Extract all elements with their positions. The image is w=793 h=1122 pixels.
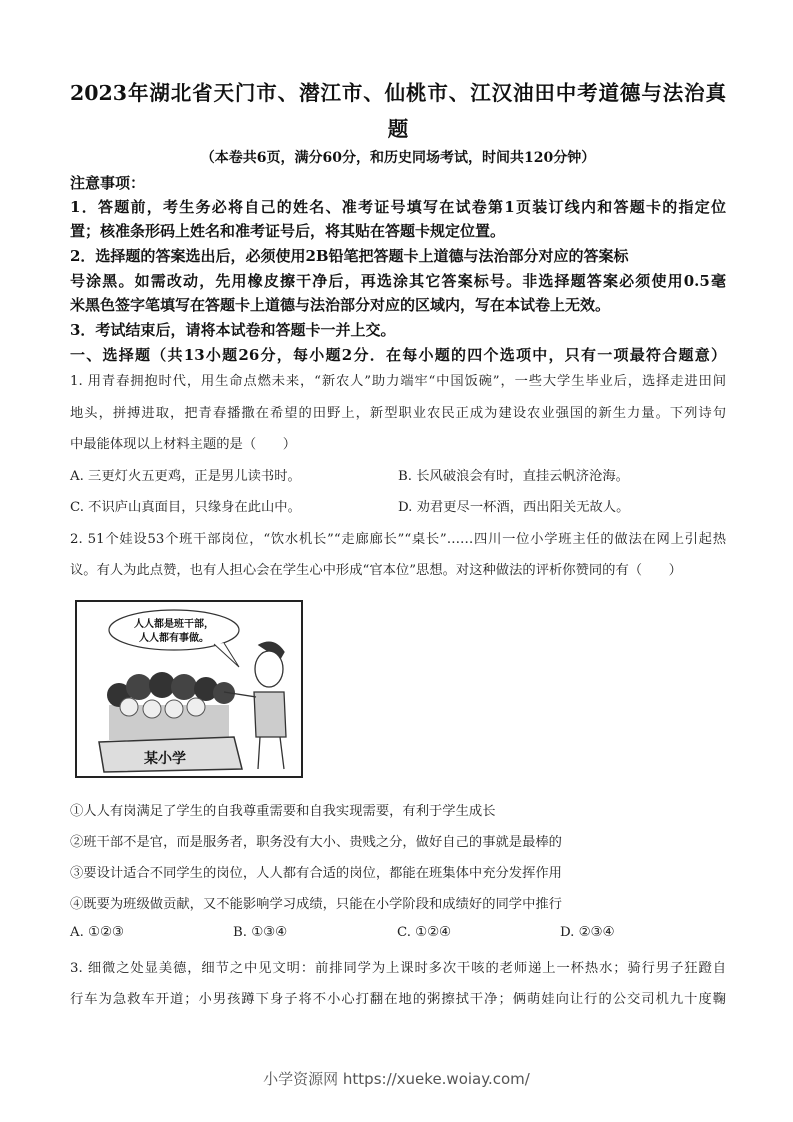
q2-option-c: C. ①②④ — [397, 925, 451, 940]
statement-3: ③要设计适合不同学生的岗位，人人都有合适的岗位，都能在班集体中充分发挥作用 — [70, 866, 562, 881]
question-1-text: 中最能体现以上材料主题的是（ ） — [70, 437, 297, 452]
q2-option-b: B. ①③④ — [233, 925, 287, 940]
question-2-text: 2. 51个娃设53个班干部岗位，“饮水机长”“走廊廊长”“桌长”……四川一位小学班主任的做法在网上引起热 — [70, 532, 726, 547]
notice-line: 3．考试结束后，请将本试卷和答题卡一并上交。 — [70, 321, 396, 339]
question-2-text: 议。有人为此点赞，也有人担心会在学生心中形成“官本位”思想。对这种做法的评析你赞同的有（ ） — [70, 563, 682, 578]
question-3-text: 行车为急救车开道；小男孩蹲下身子将不小心打翻在地的粥擦拭干净；俩萌娃向让行的公交司机九十度鞠 — [70, 992, 726, 1007]
document-title-cont: 题 — [387, 117, 409, 141]
question-3-text: 3. 细微之处显美德，细节之中见文明：前排同学为上课时多次干咳的老师递上一杯热水；骑行男子狂蹬自 — [70, 961, 726, 976]
document-title: 2023年湖北省天门市、潜江市、仙桃市、江汉油田中考道德与法治真 — [70, 81, 726, 105]
question-1-text: 1. 用青春拥抱时代，用生命点燃未来，“新农人”助力端牢“中国饭碗”，一些大学生毕业后，选择走进田间 — [70, 374, 726, 389]
section-heading: 一、选择题（共13小题26分，每小题2分．在每小题的四个选项中，只有一项最符合题意） — [70, 346, 726, 364]
notice-line: 2．选择题的答案选出后，必须使用2B铅笔把答题卡上道德与法治部分对应的答案标 — [70, 247, 629, 265]
question-1-text: 地头，拼搏进取，把青春播撒在希望的田野上，新型职业农民正成为建设农业强国的新生力量。下列诗句 — [70, 406, 726, 421]
q1-option-b: B. 长风破浪会有时，直挂云帆济沧海。 — [398, 469, 629, 484]
cartoon-image — [74, 597, 307, 782]
bubble-text-1: 人人都是班干部， — [134, 619, 214, 630]
exam-info: （本卷共6页，满分60分，和历史同场考试，时间共120分钟） — [200, 150, 596, 166]
q2-option-a: A. ①②③ — [70, 925, 124, 940]
notice-line: 置；核准条形码上姓名和准考证号后，将其贴在答题卡规定位置。 — [70, 222, 506, 240]
bubble-text-2: 人人都有事做。 — [139, 633, 209, 644]
statement-1: ①人人有岗满足了学生的自我尊重需要和自我实现需要，有利于学生成长 — [70, 804, 496, 819]
q2-option-d: D. ②③④ — [560, 925, 615, 940]
footer-watermark: 小学资源网 https://xueke.woiay.com/ — [263, 1070, 530, 1088]
q1-option-c: C. 不识庐山真面目，只缘身在此山中。 — [70, 500, 301, 515]
statement-4: ④既要为班级做贡献，又不能影响学习成绩，只能在小学阶段和成绩好的同学中推行 — [70, 897, 562, 912]
notice-line: 1．答题前，考生务必将自己的姓名、准考证号填写在试卷第1页装订线内和答题卡的指定位 — [70, 198, 726, 216]
statement-2: ②班干部不是官，而是服务者，职务没有大小、贵贱之分，做好自己的事就是最棒的 — [70, 835, 562, 850]
q1-option-d: D. 劝君更尽一杯酒，西出阳关无故人。 — [398, 500, 630, 515]
q1-option-a: A. 三更灯火五更鸡，正是男儿读书时。 — [70, 469, 301, 484]
notice-heading: 注意事项： — [70, 174, 146, 192]
notice-line: 米黑色签字笔填写在答题卡上道德与法治部分对应的区域内，写在本试卷上无效。 — [70, 296, 611, 314]
book-label: 某小学 — [144, 751, 186, 767]
notice-line: 号涂黑。如需改动，先用橡皮擦干净后，再选涂其它答案标号。非选择题答案必须使用0.5毫 — [70, 272, 726, 290]
